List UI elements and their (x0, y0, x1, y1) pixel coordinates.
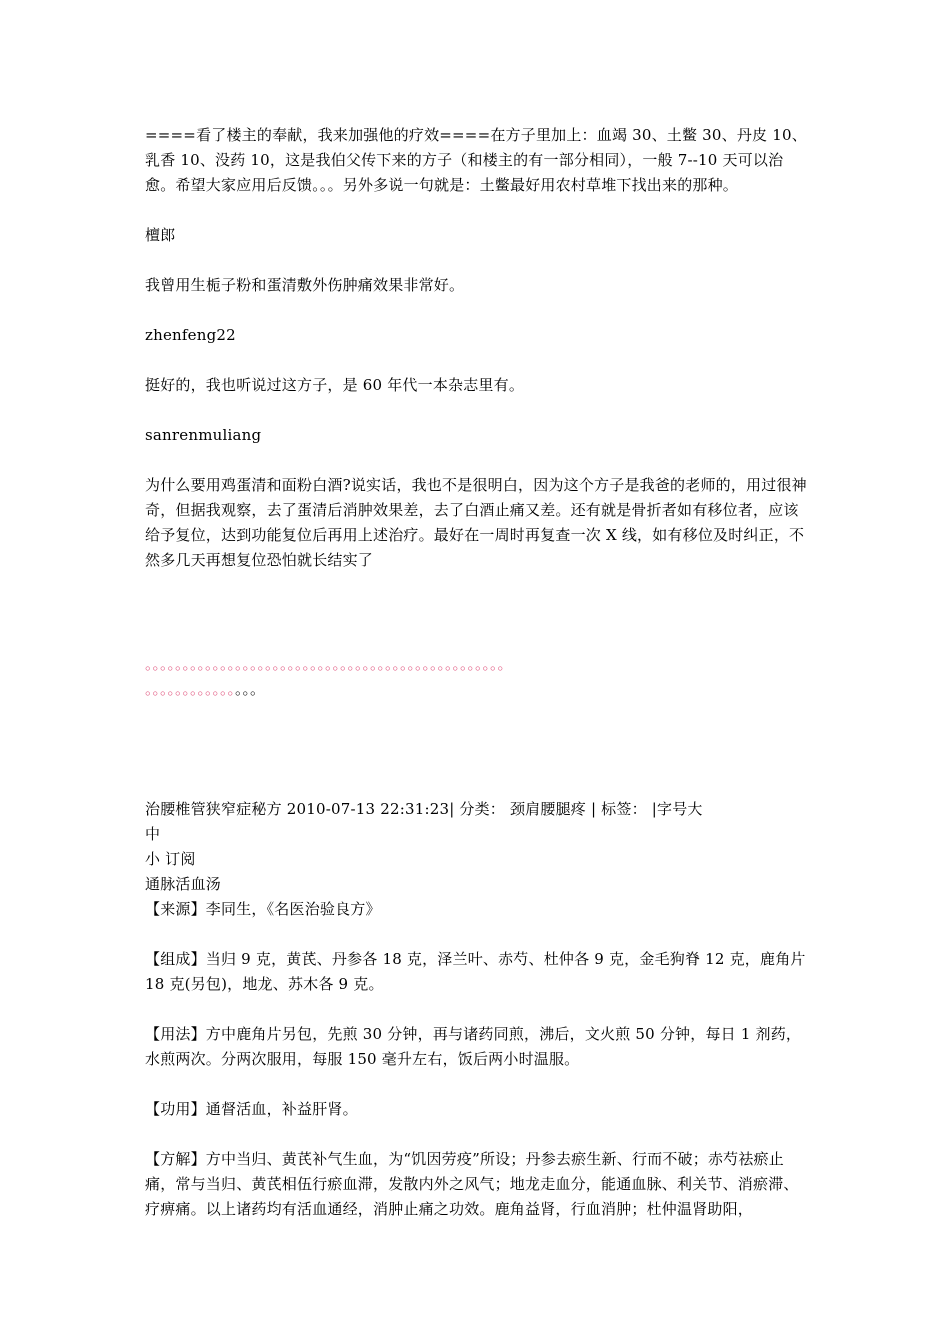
post-body: 为什么要用鸡蛋清和面粉白酒?说实话，我也不是很明白，因为这个方子是我爸的老师的，用过很神奇，但据我观察，去了蛋清后消肿效果差，去了白酒止痛又差。还有就是骨折者如有移位者，应该给予复位，达到功能复位后再用上述治疗。最好在一周时再复查一次 X 线，如有移位及时纠正，不然多几天再想复位恐怕就长结实了 (145, 476, 807, 569)
spacer (145, 348, 810, 373)
spacer (145, 997, 810, 1022)
divider-dots-pink: 。。。。。。。。。。。。 (145, 680, 236, 698)
post-body: 我曾用生栀子粉和蛋清敷外伤肿痛效果非常好。 (145, 276, 465, 294)
divider-dots-black: 。。。 (235, 680, 266, 698)
spacer (145, 298, 810, 323)
spacer (145, 922, 810, 947)
spacer (145, 448, 810, 473)
post-author: zhenfeng22 (145, 326, 236, 344)
recipe-function: 【功用】通督活血，补益肝肾。 (145, 1100, 358, 1118)
recipe-composition: 【组成】当归 9 克，黄芪、丹参各 18 克，泽兰叶、赤芍、杜仲各 9 克，金毛狗脊 12 克，鹿角片 18 克(另包)，地龙、苏木各 9 克。 (145, 950, 806, 993)
divider-row: 。。。。。。。。。。。。。。。。。。。。。。。。。。。。。。。。。。。。。。。。。。。。。。。。 (145, 655, 513, 673)
post-author: 檀郎 (145, 226, 176, 244)
recipe-explanation: 【方解】方中当归、黄芪补气生血，为“饥因劳疫”所设；丹参去瘀生新、行而不破；赤芍祛瘀止痛，常与当归、黄芪相伍行瘀血滞，发散内外之风气；地龙走血分，能通血脉、利关节、消瘀滞、疗痹痛。以上诸药均有活血通经，消肿止痛之功效。鹿角益肾，行血消肿；杜仲温肾助阳， (145, 1150, 799, 1218)
spacer (145, 248, 810, 273)
font-size-small-subscribe: 小 订阅 (145, 850, 196, 868)
forum-thread (145, 123, 810, 573)
article (145, 797, 810, 1222)
spacer (145, 398, 810, 423)
post-body: ====看了楼主的奉献，我来加强他的疗效====在方子里加上：血竭 30、土鳖 30、丹皮 10、乳香 10、没药 10，这是我伯父传下来的方子（和楼主的有一部分相同），一般 7--10 天可以治愈。希望大家应用后反馈。。。另外多说一句就是：土鳖最好用农村草堆下找出来的那种。 (145, 126, 807, 194)
recipe-source: 【来源】李同生，《名医治验良方》 (145, 900, 381, 918)
post-author: sanrenmuliang (145, 426, 262, 444)
article-meta: 治腰椎管狭窄症秘方 2010-07-13 22:31:23| 分类： 颈肩腰腿疼 | 标签： |字号大 (145, 800, 703, 818)
dotted-divider (145, 652, 945, 702)
spacer (145, 1122, 810, 1147)
font-size-medium: 中 (145, 825, 161, 843)
recipe-title: 通脉活血汤 (145, 875, 222, 893)
spacer (145, 1072, 810, 1097)
divider-row (145, 677, 945, 702)
spacer (145, 198, 810, 223)
post-body: 挺好的，我也听说过这方子，是 60 年代一本杂志里有。 (145, 376, 525, 394)
recipe-usage: 【用法】方中鹿角片另包，先煎 30 分钟，再与诸药同煎，沸后，文火煎 50 分钟，每日 1 剂药，水煎两次。分两次服用，每服 150 毫升左右，饭后两小时温服。 (145, 1025, 802, 1068)
